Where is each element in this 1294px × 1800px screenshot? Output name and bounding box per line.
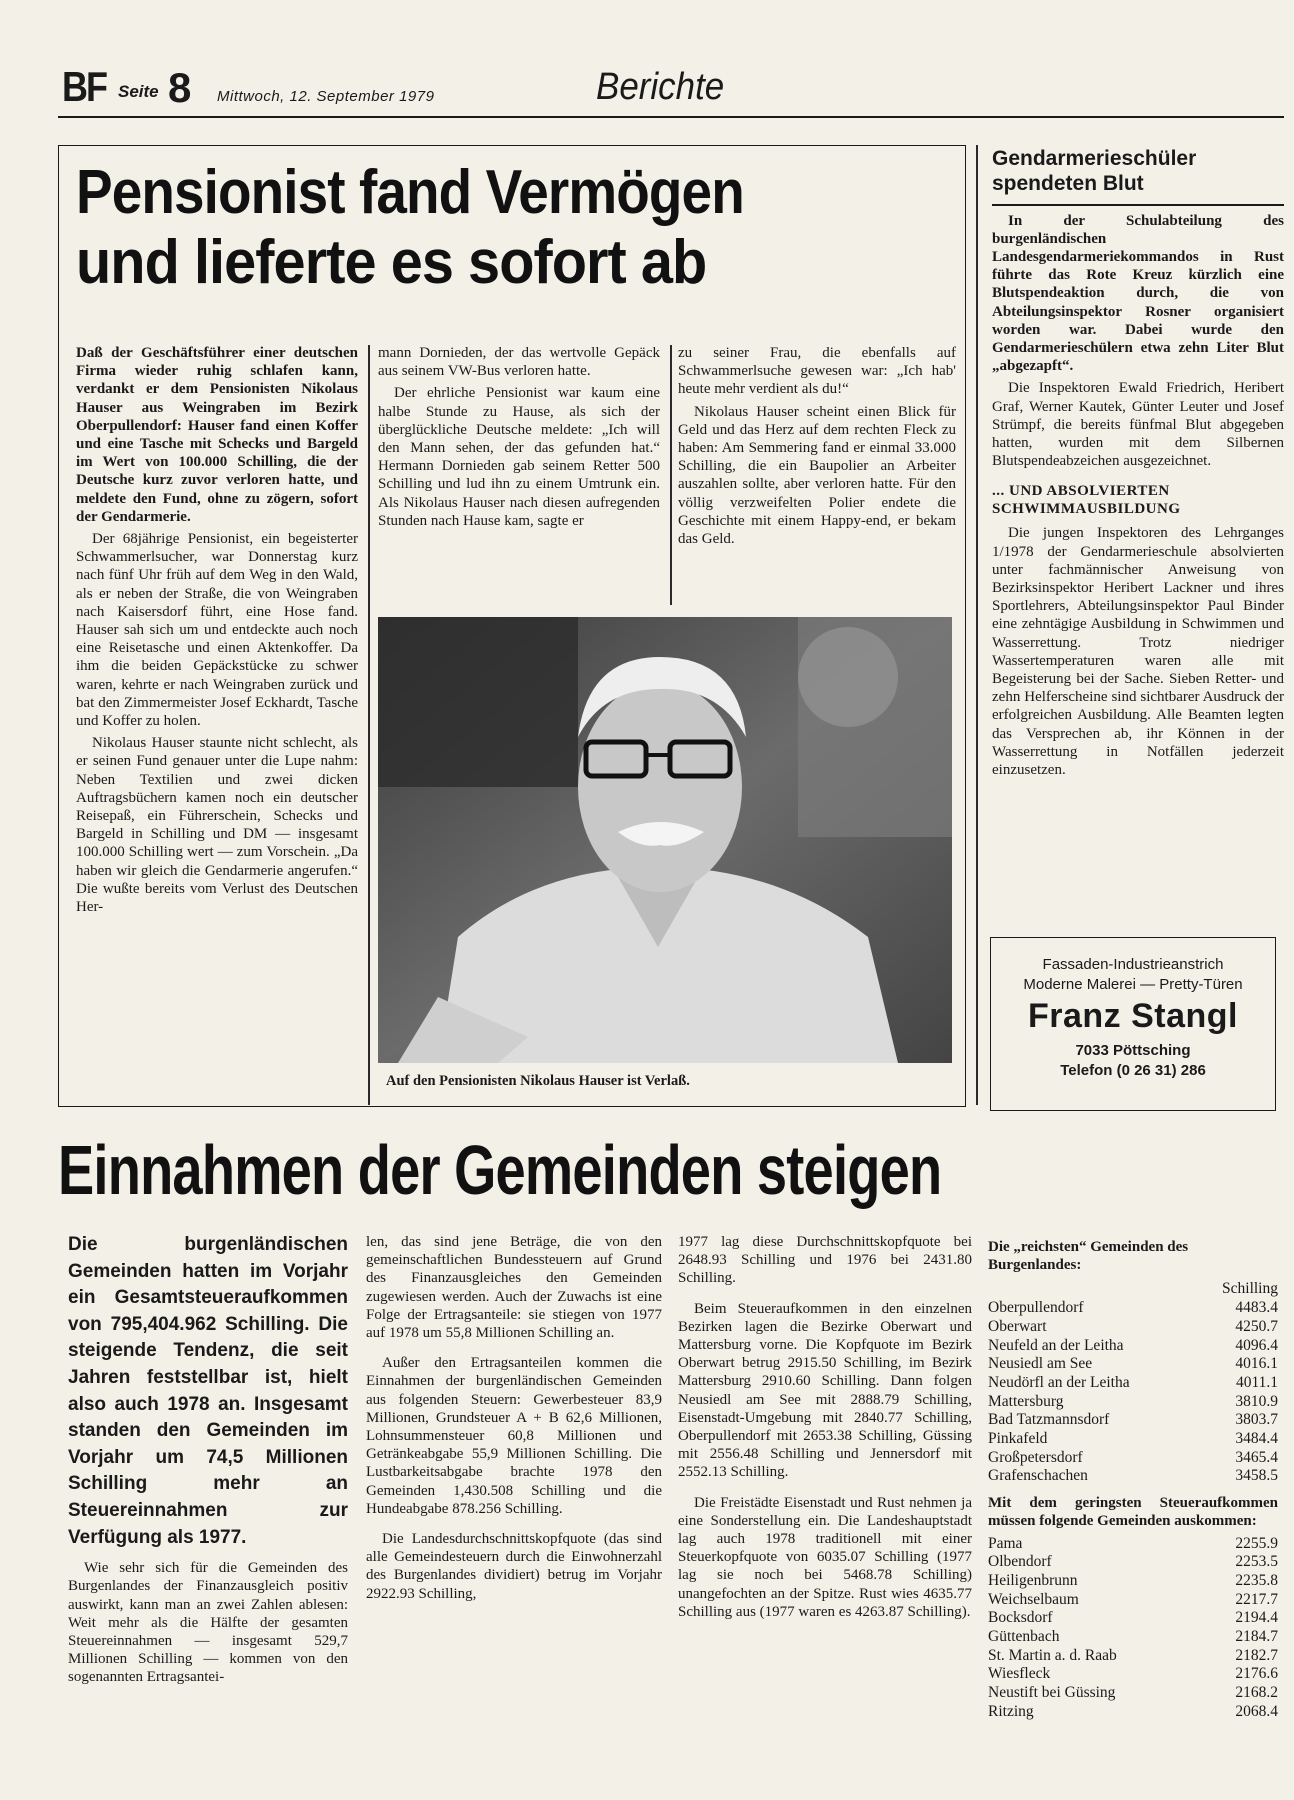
article2-column-2 bbox=[366, 1233, 662, 1607]
article1-lead: Daß der Geschäftsführer einer deutschen Firma wieder ruhig schlafen kann, verdankt er dem Pensionisten Nikolaus Hauser aus Weingraben im Bezirk Oberpullendorf: Hauser fand einen Koffer und eine Tasche mit Schecks und Bargeld im Wert von 100.000 Schilling, die der Deutsche kurz zuvor verloren hatte, und meldete den Fund, ohne zu zögern, sofort der Gendarmerie. bbox=[76, 345, 358, 525]
list-item bbox=[988, 1665, 1278, 1684]
ad-phone: Telefon (0 26 31) 286 bbox=[1060, 1062, 1206, 1079]
list-item bbox=[988, 1553, 1278, 1572]
advertisement-franz-stangl bbox=[990, 937, 1276, 1111]
municipality-value: 2194.4 bbox=[1235, 1609, 1278, 1627]
municipality-name: Oberwart bbox=[988, 1317, 1047, 1335]
ad-company-name: Franz Stangl bbox=[1027, 997, 1239, 1035]
municipality-value: 2068.4 bbox=[1235, 1702, 1278, 1720]
sidebar-lead: In der Schulabteilung des burgenländischen Landesgendarmeriekommandos in Rust führte das Rote Kreuz kürzlich eine Blutspendeaktion durch, die von Abteilungsinspektor Rosner organisiert worden war. Dabei wurde den Gendarmerieschülern etwa zehn Liter Blut „abgezapft“. bbox=[992, 212, 1284, 375]
article1-paragraph: Nikolaus Hauser scheint einen Blick für Geld und das Herz auf dem rechten Fleck zu haben: Am Semmering fand er einmal 33.000 Schilling, die ein Baupolier an Arbeiter auszahlen sollte, aber verloren hatte. Für den völlig verzweifelten Polier endete die Geschichte mit einem Happy-end, er bekam das Geld. bbox=[678, 403, 956, 548]
municipality-value: 3484.4 bbox=[1235, 1430, 1278, 1448]
article2-paragraph: Die Landesdurchschnittskopfquote (das sind alle Gemeindesteuern durch die Einwohnerzahl des Burgenlandes dividiert) betrug im Vorjahr 2922.93 Schilling, bbox=[366, 1531, 662, 1602]
municipality-name: Großpetersdorf bbox=[988, 1448, 1083, 1466]
list-item bbox=[988, 1318, 1278, 1337]
photo-nikolaus-hauser bbox=[378, 617, 952, 1063]
article2-paragraph: Wie sehr sich für die Gemeinden des Burgenlandes der Finanzausgleich positiv auswirkt, kann man an zwei Zahlen ablesen: Weit mehr als die Hälfte der gesamten Steuereinnahmen — insgesamt 529,7 Millionen Schilling — kommen von den sogenannten Ertragsantei- bbox=[68, 1560, 348, 1686]
municipality-value: 3465.4 bbox=[1235, 1448, 1278, 1466]
article2-column-3 bbox=[678, 1233, 972, 1625]
list-item bbox=[988, 1591, 1278, 1610]
richest-list-title: Die „reichsten“ Gemeinden des Burgenlandes: bbox=[988, 1239, 1189, 1274]
list-item bbox=[988, 1703, 1278, 1722]
headline-gemeinden: Einnahmen der Gemeinden steigen bbox=[58, 1131, 942, 1209]
municipality-value: 2235.8 bbox=[1235, 1571, 1278, 1589]
headline-line-2: und lieferte es sofort ab bbox=[76, 228, 707, 297]
municipality-value: 2184.7 bbox=[1235, 1628, 1278, 1646]
sidebar-title-rule bbox=[992, 204, 1284, 206]
municipality-name: Wiesfleck bbox=[988, 1665, 1051, 1683]
municipality-name: Neufeld an der Leitha bbox=[988, 1336, 1124, 1354]
municipality-value: 2253.5 bbox=[1235, 1553, 1278, 1571]
sidebar-text bbox=[992, 212, 1284, 780]
sidebar-blood-donation bbox=[992, 146, 1284, 783]
municipality-name: Neusiedl am See bbox=[988, 1355, 1093, 1373]
sidebar-subhead-line-1: ... UND ABSOLVIERTEN bbox=[992, 483, 1170, 500]
article2-lead: Die burgenländischen Gemeinden hatten im Vorjahr ein Gesamtsteueraufkommen von 795,404.962 Schilling. Die steigende Tendenz, die seit Jahren feststellbar ist, hielt also auch 1978 an. Insgesamt standen den Gemeinden im Vorjahr um 74,5 Millionen Schilling mehr an Steuereinnahmen zur Verfügung als 1977. bbox=[68, 1234, 348, 1548]
list-item bbox=[988, 1609, 1278, 1628]
municipality-value: 2168.2 bbox=[1235, 1684, 1278, 1702]
column-divider bbox=[670, 345, 672, 605]
sidebar-subhead-line-2: SCHWIMMAUSBILDUNG bbox=[992, 501, 1181, 518]
section-title: Berichte bbox=[596, 66, 725, 108]
list-item bbox=[988, 1467, 1278, 1486]
municipality-value: 4483.4 bbox=[1235, 1299, 1278, 1317]
municipality-name: St. Martin a. d. Raab bbox=[988, 1646, 1117, 1664]
municipality-name: Oberpullendorf bbox=[988, 1299, 1084, 1317]
municipality-name: Neudörfl an der Leitha bbox=[988, 1373, 1130, 1391]
article1-paragraph: Nikolaus Hauser staunte nicht schlecht, als er seinen Fund genauer unter die Lupe nahm: Neben Textilien und zwei dicken Auftragsbüchern kamen noch ein deutscher Reisepaß, ein Führerschein, Schecks und Bargeld in Schilling und DM — insgesamt 100.000 Schilling wert — zum Vorschein. „Da haben wir gleich die Gendarmerie angerufen.“ Die wußte bereits vom Verlust des Deutschen Her- bbox=[76, 735, 358, 916]
list-item bbox=[988, 1393, 1278, 1412]
ad-address: 7033 Pöttsching bbox=[1075, 1042, 1191, 1059]
sidebar-divider bbox=[976, 145, 978, 1105]
municipality-name: Pama bbox=[988, 1534, 1023, 1552]
municipality-value: 3803.7 bbox=[1235, 1411, 1278, 1429]
richest-list bbox=[988, 1299, 1278, 1486]
sidebar-paragraph: Die jungen Inspektoren des Lehrganges 1/1978 der Gendarmerieschule absolvierten unter fachmännischer Anweisung von Bezirksinspektor Heribert Lackner und ihres Sportlehrers, Abteilungsinspektor Paul Binder eine zehntägige Ausbildung in Schwimmen und Wasserrettung. Trotz niedriger Wassertemperaturen waren alle mit Begeisterung bei der Sache. Sieben Retter- und zehn Helferscheine sind sichtbarer Ausdruck der erfolgreichen Ausbildung. Alle Beamten legten das Versprechen ab, ihr Können in der Wasserrettung in Notfällen jederzeit einzusetzen. bbox=[992, 525, 1284, 778]
issue-date: Mittwoch, 12. September 1979 bbox=[217, 88, 435, 105]
list-item bbox=[988, 1647, 1278, 1666]
article2-paragraph: 1977 lag diese Durchschnittskopfquote bei 2648.93 Schilling und 1976 bei 2431.80 Schilling. bbox=[678, 1234, 972, 1287]
sidebar-title-line-2: spendeten Blut bbox=[992, 172, 1144, 195]
list-item bbox=[988, 1337, 1278, 1356]
ad-line-2: Moderne Malerei — Pretty-Türen bbox=[1023, 976, 1243, 993]
municipality-value: 2255.9 bbox=[1235, 1534, 1278, 1552]
municipality-name: Pinkafeld bbox=[988, 1430, 1048, 1448]
list-item bbox=[988, 1374, 1278, 1393]
list-item bbox=[988, 1355, 1278, 1374]
lowest-list bbox=[988, 1535, 1278, 1722]
sidebar-paragraph: Die Inspektoren Ewald Friedrich, Heribert Graf, Werner Kautek, Günter Leuter und Josef Strümpf, die bereits fünfmal Blut abgegeben hatten, wurden mit dem Silbernen Blutspendeabzeichen ausgezeichnet. bbox=[992, 380, 1284, 470]
article1-column-3 bbox=[678, 344, 956, 552]
municipality-name: Olbendorf bbox=[988, 1553, 1052, 1571]
municipality-name: Weichselbaum bbox=[988, 1590, 1079, 1608]
list-item bbox=[988, 1684, 1278, 1703]
municipality-value: 2182.7 bbox=[1235, 1646, 1278, 1664]
municipality-value: 4011.1 bbox=[1235, 1373, 1278, 1391]
article1-column-2 bbox=[378, 344, 660, 534]
article1-paragraph: Der 68jährige Pensionist, ein begeisterter Schwammerlsucher, war Donnerstag kurz nach fünf Uhr früh auf dem Weg in den Wald, als er neben der Straße, die von Weingraben nach Kaisersdorf führt, eine Hose fand. Hauser sah sich um und entdeckte auch noch eine Reisetasche und einen Aktenkoffer. Da ihm die beiden Gepäckstücke zu schwer waren, kehrte er nach Weingraben zurück und bat den Zimmermeister Josef Eckhardt, Tasche und Koffer zu holen. bbox=[76, 531, 358, 730]
article2-paragraph: Außer den Ertragsanteilen kommen die Einnahmen der burgenländischen Gemeinden aus folgenden Steuern: Gewerbesteuer 83,9 Millionen, Grundsteuer A + B 62,6 Millionen, Lohnsummensteuer 60,8 Millionen und Getränkeabgabe 55,9 Millionen Schilling. Die Lustbarkeitsabgabe brachte 1978 den Gemeinden 1,430.508 Schilling und die Hundeabgabe 878.256 Schilling. bbox=[366, 1355, 662, 1517]
header-rule bbox=[58, 116, 1284, 118]
sidebar-title-line-1: Gendarmerieschüler bbox=[992, 147, 1197, 170]
article2-column-1-body bbox=[68, 1559, 348, 1686]
newspaper-logo: BF bbox=[62, 62, 106, 110]
article1-paragraph: zu seiner Frau, die ebenfalls auf Schwammerlsuche gewesen war: „Ich hab' heute mehr verdient als du!“ bbox=[678, 345, 956, 398]
municipality-name: Ritzing bbox=[988, 1702, 1034, 1720]
unit-label: Schilling bbox=[1222, 1280, 1278, 1298]
municipality-value: 4096.4 bbox=[1235, 1336, 1278, 1354]
headline-pensionist bbox=[76, 158, 956, 298]
list-item bbox=[988, 1411, 1278, 1430]
list-item bbox=[988, 1535, 1278, 1554]
article1-paragraph: Der ehrliche Pensionist war kaum eine halbe Stunde zu Hause, als sich der überglückliche Deutsche meldete: „Ich will den Mann sehen, der das gefunden hat.“ Hermann Dornieden gab seinem Retter 500 Schilling und lud ihn zu einem Umtrunk ein. Als Nikolaus Hauser nach diesen aufregenden Stunden nach Hause kam, sagte er bbox=[378, 385, 660, 529]
article2-paragraph: Beim Steueraufkommen in den einzelnen Bezirken lagen die Bezirke Oberwart und Mattersburg vorne. Die Kopfquote im Bezirk Oberwart betrug 2915.50 Schilling, im Bezirk Mattersburg 2910.60 Schilling. Dann folgen Neusiedl am See mit 2888.79 Schilling, Eisenstadt-Umgebung mit 2840.77 Schilling, Oberpullendorf mit 2653.38 Schilling, Güssing mit 2556.48 Schilling und Jennersdorf mit 2552.13 Schilling. bbox=[678, 1300, 972, 1481]
municipality-name: Heiligenbrunn bbox=[988, 1571, 1078, 1589]
page-number: 8 bbox=[168, 64, 192, 111]
list-item bbox=[988, 1449, 1278, 1468]
article2-paragraph: len, das sind jene Beträge, die von den gemeinschaftlichen Bundessteuern auf Grund des Finanzausgleiches den Gemeinden zugewiesen werden. Auch der Zuwachs ist eine Folge der Ertragsanteile: sie stiegen von 1977 auf 1978 um 55,8 Millionen Schilling an. bbox=[366, 1234, 662, 1342]
municipality-value: 3810.9 bbox=[1235, 1392, 1278, 1410]
article2-paragraph: Die Freistädte Eisenstadt und Rust nehmen ja eine Sonderstellung ein. Die Landeshauptstadt lag auch 1978 traditionell mit einer Steuerkopfquote von 6035.07 Schilling (1977 lag sie noch bei 5468.78 Schilling) unangefochten an der Spitze. Rust wies 4635.77 Schilling aus (1977 waren es 4263.87 Schilling). bbox=[678, 1494, 972, 1620]
list-item bbox=[988, 1299, 1278, 1318]
municipality-name: Bad Tatzmannsdorf bbox=[988, 1411, 1110, 1429]
municipality-value: 4250.7 bbox=[1235, 1317, 1278, 1335]
headline-line-1: Pensionist fand Vermögen bbox=[76, 158, 744, 227]
municipality-name: Neustift bei Güssing bbox=[988, 1684, 1116, 1702]
municipality-name: Mattersburg bbox=[988, 1392, 1064, 1410]
lowest-list-title: Mit dem geringsten Steueraufkommen müssen folgende Gemeinden auskommen: bbox=[988, 1495, 1278, 1530]
article1-column-1 bbox=[76, 344, 358, 920]
municipality-name: Güttenbach bbox=[988, 1628, 1060, 1646]
municipality-lists bbox=[988, 1238, 1278, 1722]
municipality-value: 3458.5 bbox=[1235, 1467, 1278, 1485]
list-item bbox=[988, 1430, 1278, 1449]
list-item bbox=[988, 1572, 1278, 1591]
photo-caption: Auf den Pensionisten Nikolaus Hauser ist Verlaß. bbox=[386, 1073, 690, 1089]
column-divider bbox=[368, 345, 370, 1105]
page-label: Seite bbox=[118, 82, 159, 101]
municipality-value: 4016.1 bbox=[1235, 1355, 1278, 1373]
municipality-name: Grafenschachen bbox=[988, 1467, 1088, 1485]
portrait-photo-image bbox=[378, 617, 952, 1063]
municipality-name: Bocksdorf bbox=[988, 1609, 1053, 1627]
article2-column-1 bbox=[68, 1232, 348, 1691]
municipality-value: 2176.6 bbox=[1235, 1665, 1278, 1683]
ad-line-1: Fassaden-Industrieanstrich bbox=[1042, 956, 1224, 973]
list-item bbox=[988, 1628, 1278, 1647]
article1-paragraph: mann Dornieden, der das wertvolle Gepäck aus seinem VW-Bus verloren hatte. bbox=[378, 345, 660, 380]
municipality-value: 2217.7 bbox=[1235, 1590, 1278, 1608]
